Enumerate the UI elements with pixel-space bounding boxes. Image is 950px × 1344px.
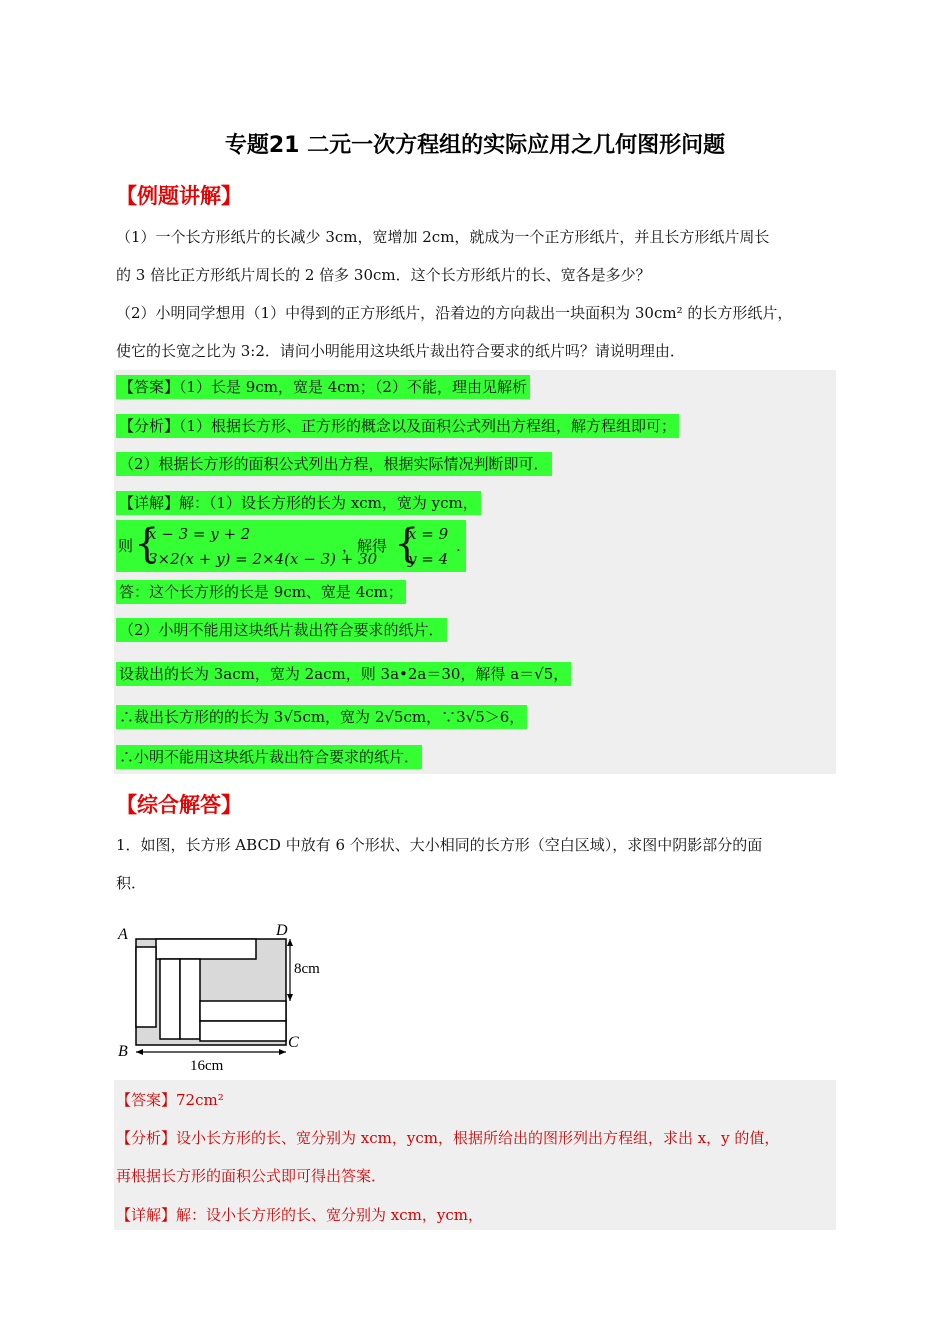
arrow-left-icon <box>136 1049 143 1055</box>
problem-1-detail: 【详解】解：设小长方形的长、宽分别为 xcm，ycm， <box>116 1206 483 1224</box>
solution-x: x = 9 <box>408 525 449 543</box>
eq-prefix: 则 <box>118 537 134 555</box>
arrow-right-icon <box>279 1049 286 1055</box>
set-variable-line: 设裁出的长为 3acm，宽为 2acm，则 3a•2a＝30，解得 a＝√5， <box>116 662 571 686</box>
section-heading-comprehensive: 【综合解答】 <box>116 793 242 817</box>
small-rect-left <box>136 947 156 1027</box>
small-rect-top <box>156 939 256 959</box>
analysis-line-2: （2）根据长方形的面积公式列出方程，根据实际情况判断即可． <box>116 452 552 476</box>
right-brace-icon: { <box>394 521 420 567</box>
solution-y: y = 4 <box>408 550 449 568</box>
question-2-line-1: （2）小明同学想用（1）中得到的正方形纸片，沿着边的方向裁出一块面积为 30cm² 的长方形纸片， <box>116 304 793 322</box>
problem-1-line-2: 积． <box>116 874 147 892</box>
equation-1: x − 3 = y + 2 <box>148 525 251 543</box>
eq-mid: ，解得 <box>342 537 388 555</box>
small-rect-right1 <box>200 1001 286 1021</box>
small-rect-mid2 <box>180 959 200 1039</box>
height-label: 8cm <box>294 961 320 977</box>
equation-2: 3×2(x + y) = 2×4(x − 3) + 30 <box>148 550 378 568</box>
rectangle-abcd-figure <box>112 915 342 1075</box>
problem-1-analysis-2: 再根据长方形的面积公式即可得出答案． <box>116 1167 387 1185</box>
arrow-up-icon <box>287 939 293 946</box>
problem-1-line-1: 1．如图，长方形 ABCD 中放有 6 个形状、大小相同的长方形（空白区域），求图中阴影部分的面 <box>116 836 763 854</box>
left-brace-icon: { <box>134 521 160 567</box>
vertex-a: A <box>118 926 128 943</box>
question-1-line-1: （1）一个长方形纸片的长减少 3cm，宽增加 2cm，就成为一个正方形纸片，并且长方形纸片周长 <box>116 228 770 246</box>
detail-line: 【详解】解：（1）设长方形的长为 xcm，宽为 ycm， <box>116 491 481 515</box>
part2-statement: （2）小明不能用这块纸片裁出符合要求的纸片． <box>116 618 447 642</box>
therefore-line-1: ∴裁出长方形的的长为 3√5cm，宽为 2√5cm，∵3√5＞6， <box>116 705 527 729</box>
therefore-line-2: ∴小明不能用这块纸片裁出符合要求的纸片． <box>116 745 422 769</box>
sqrt5: √5 <box>534 665 554 683</box>
vertex-d: D <box>276 922 288 939</box>
small-rect-right2 <box>200 1021 286 1041</box>
answer-part1: 答：这个长方形的长是 9cm、宽是 4cm； <box>116 580 406 604</box>
vertex-b: B <box>118 1043 128 1060</box>
page-title: 专题21 二元一次方程组的实际应用之几何图形问题 <box>224 133 726 158</box>
equation-system <box>116 520 466 572</box>
arrow-down-icon <box>287 994 293 1001</box>
vertex-c: C <box>288 1034 299 1051</box>
analysis-line-1: 【分析】（1）根据长方形、正方形的概念以及面积公式列出方程组，解方程组即可； <box>116 414 679 438</box>
problem-1-analysis-1: 【分析】设小长方形的长、宽分别为 xcm，ycm，根据所给出的图形列出方程组，求出 x，y 的值， <box>116 1129 780 1147</box>
question-2-line-2: 使它的长宽之比为 3:2．请问小明能用这块纸片裁出符合要求的纸片吗？请说明理由． <box>116 342 685 360</box>
section-heading-example: 【例题讲解】 <box>116 184 242 208</box>
small-rect-mid1 <box>160 959 180 1039</box>
answer-line: 【答案】（1）长是 9cm，宽是 4cm；（2）不能，理由见解析 <box>116 375 530 399</box>
eq-end: . <box>456 537 461 555</box>
question-1-line-2: 的 3 倍比正方形纸片周长的 2 倍多 30cm．这个长方形纸片的长、宽各是多少？ <box>116 266 651 284</box>
problem-1-answer: 【答案】72cm² <box>116 1091 224 1109</box>
width-label: 16cm <box>190 1058 224 1074</box>
